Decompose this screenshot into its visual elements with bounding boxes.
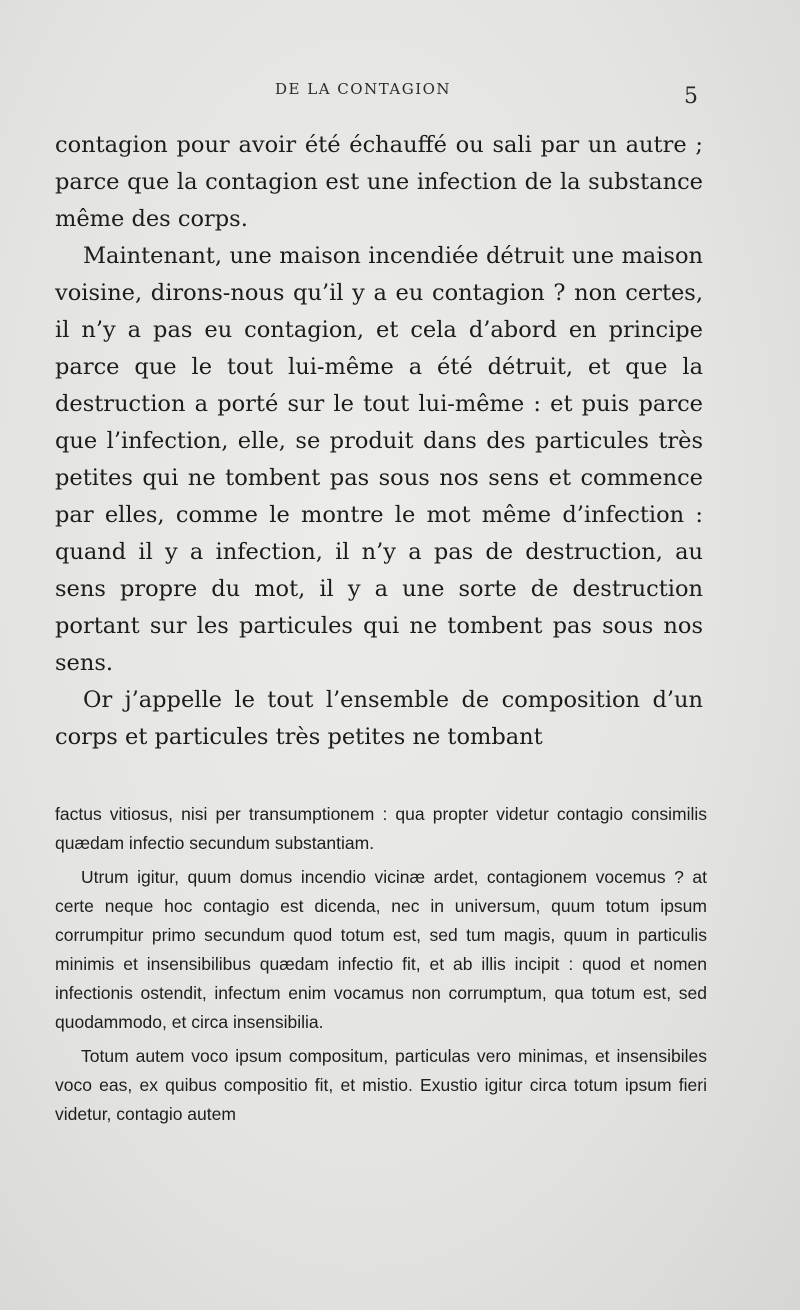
latin-original — [55, 800, 707, 1129]
page-number: 5 — [684, 84, 698, 109]
latin-paragraph-3: Totum autem voco ipsum compositum, particulas vero minimas, et insensibiles voco eas, ex quibus compositio fit, et mistio. Exustio igitur circa totum ipsum fieri videtur, contagio autem — [55, 1046, 707, 1124]
french-paragraph-2: Maintenant, une maison incendiée détruit une maison voisine, dirons-nous qu’il y a eu contagion ? non certes, il n’y a pas eu contagion, et cela d’abord en principe parce que le tout lui-même a été détruit, et que la destruction a porté sur le tout lui-même : et puis parce que l’infection, elle, se produit dans des particules très petites qui ne tombent pas sous nos sens et commence par elles, comme le montre le mot même d’infection : quand il y a infection, il n’y a pas de destruction, au sens propre du mot, il y a une sorte de destruction portant sur les particules qui ne tombent pas sous nos sens. — [55, 243, 703, 676]
french-paragraph-3: Or j’appelle le tout l’ensemble de composition d’un corps et particules très petites ne tombant — [55, 687, 703, 750]
latin-paragraph-2: Utrum igitur, quum domus incendio vicinæ ardet, contagionem vocemus ? at certe neque hoc contagio est dicenda, nec in universum, quum totum ipsum corrumpitur primo secundum quod totum est, sed tum magis, quum in particulis minimis et insensibilibus quædam infectio fit, et ab illis incipit : quod et nomen infectionis ostendit, infectum enim vocamus non corrumptum, qua totum est, sed quodammodo, et circa insensibilia. — [55, 867, 707, 1032]
french-paragraph-1: contagion pour avoir été échauffé ou sali par un autre ; parce que la contagion est une infection de la substance même des corps. — [55, 132, 703, 232]
latin-paragraph-1: factus vitiosus, nisi per transumptionem : qua propter videtur contagio consimilis quædam infectio secundum substantiam. — [55, 804, 707, 853]
running-head-title: DE LA CONTAGION — [275, 80, 452, 98]
french-translation — [55, 127, 703, 756]
running-head — [0, 80, 800, 109]
